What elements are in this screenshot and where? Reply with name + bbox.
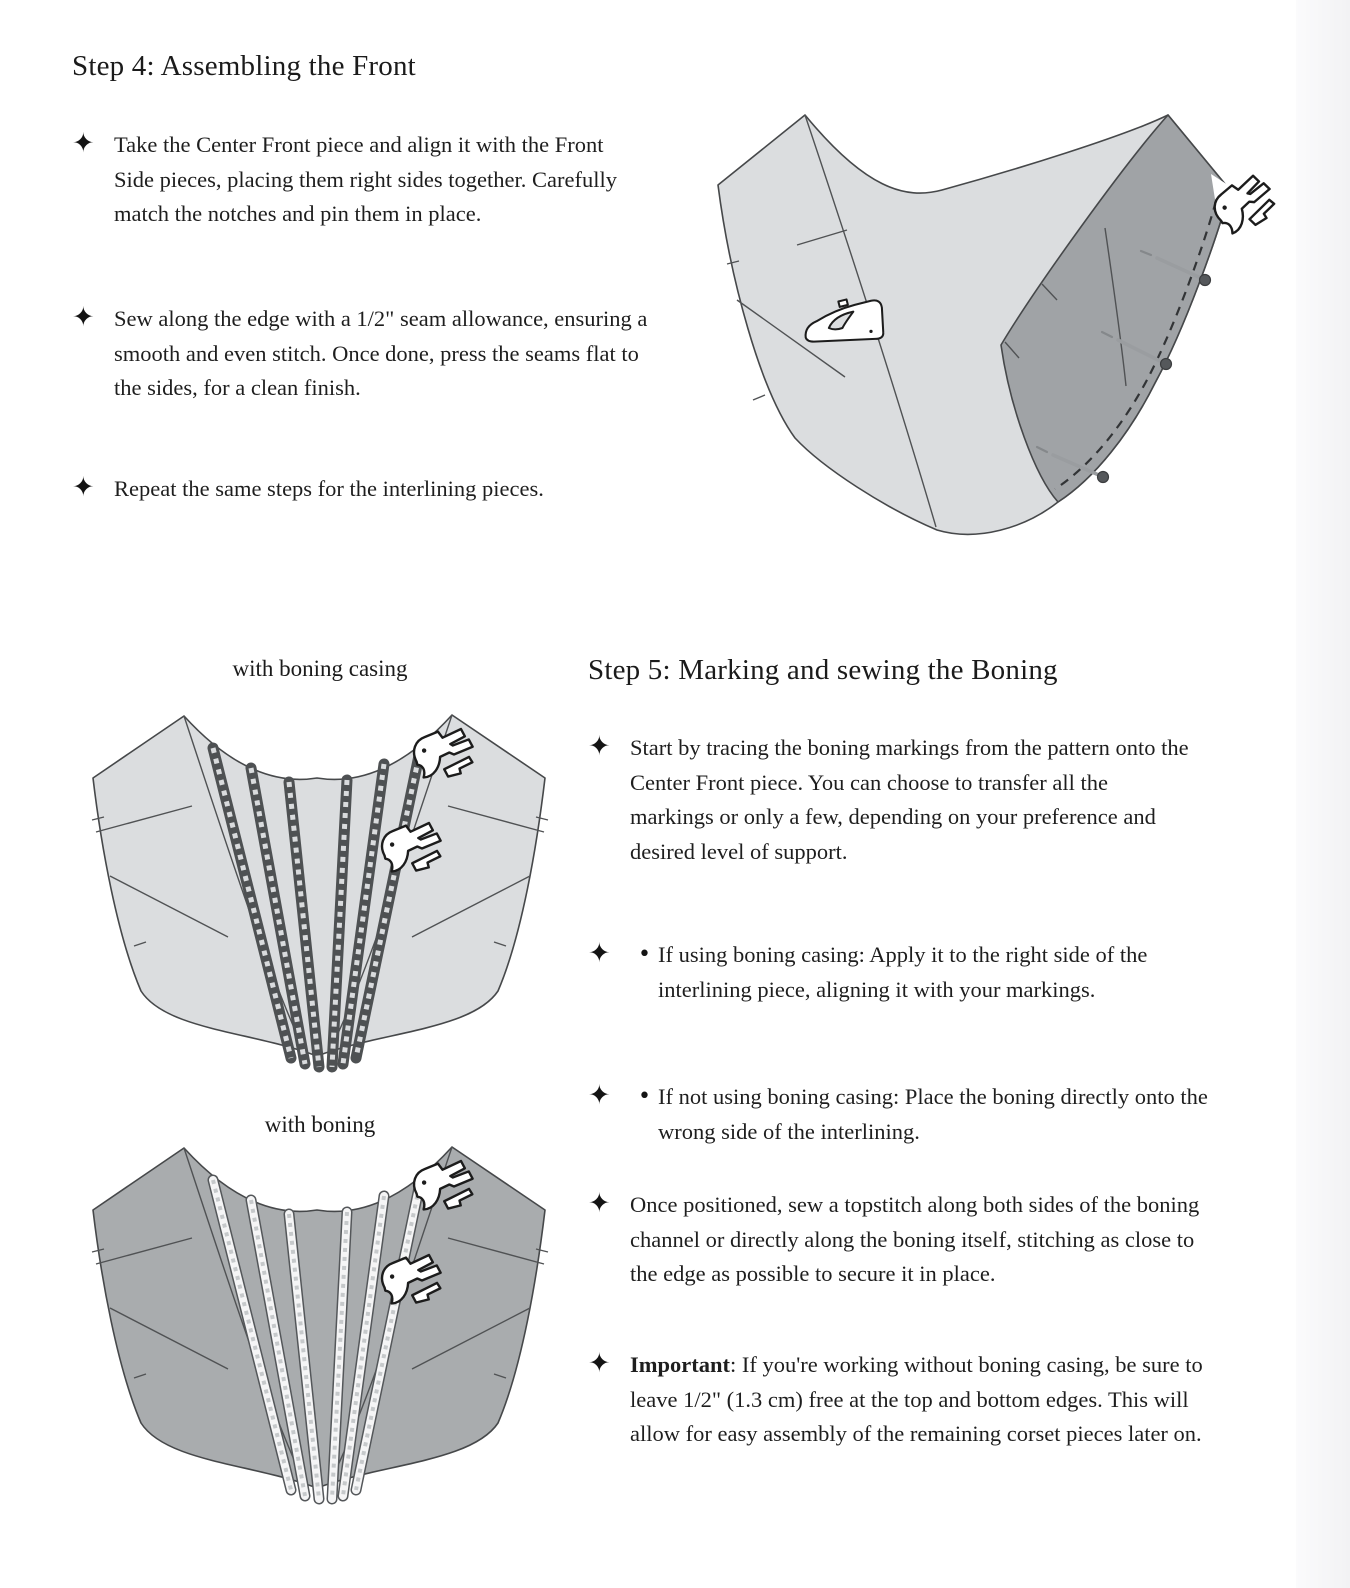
sparkle-bullet-icon: ✦ xyxy=(72,128,95,159)
bullet-text: Once positioned, sew a topstitch along both sides of the boning channel or directly along the boning itself, stitching as close to the edge as possible to secure it in place. xyxy=(630,1192,1200,1286)
step5-bullet-4 xyxy=(588,1188,1248,1292)
figure-corset-with-boning xyxy=(80,1132,560,1512)
pinned-front-illustration xyxy=(705,108,1290,563)
step5-bullet-2 xyxy=(588,938,1248,1007)
sparkle-bullet-icon: ✦ xyxy=(588,731,611,762)
important-text: : If you're working without boning casing, be sure to leave 1/2" (1.3 cm) free at the top and bottom edges. This will allow for easy assembly of the remaining corset pieces later on. xyxy=(630,1352,1203,1446)
bullet-text: Take the Center Front piece and align it with the Front Side pieces, placing them right sides together. Carefully match the notches and pin them in place. xyxy=(114,132,617,226)
dot-bullet-icon: • xyxy=(638,1084,651,1109)
page-edge-strip xyxy=(1296,0,1350,1588)
bullet-text xyxy=(630,1348,1225,1452)
step5-bullet-1 xyxy=(588,731,1248,869)
dot-bullet-icon: • xyxy=(638,942,651,967)
figure-label-with-boning: with boning xyxy=(264,1112,376,1137)
step5-bullet-5 xyxy=(588,1348,1248,1452)
bullet-text: Repeat the same steps for the interlining pieces. xyxy=(114,476,544,501)
bullet-text: Sew along the edge with a 1/2" seam allowance, ensuring a smooth and even stitch. Once done, press the seams flat to the sides, for a clean finish. xyxy=(114,306,648,400)
sparkle-bullet-icon: ✦ xyxy=(588,1348,611,1379)
figure-label-with-boning-casing: with boning casing xyxy=(232,656,408,681)
sparkle-bullet-icon: ✦ xyxy=(588,1188,611,1219)
bullet-text: If using boning casing: Apply it to the right side of the interlining piece, aligning it with your markings. xyxy=(658,942,1148,1002)
bullet-text: If not using boning casing: Place the boning directly onto the wrong side of the interlining. xyxy=(658,1084,1208,1144)
step5-bullet-3 xyxy=(588,1080,1248,1149)
sparkle-bullet-icon: ✦ xyxy=(588,938,611,969)
step4-bullet-3 xyxy=(72,472,632,507)
step4-bullet-1 xyxy=(72,128,617,232)
step4-heading: Step 4: Assembling the Front xyxy=(72,50,416,82)
step4-bullet-2 xyxy=(72,302,648,406)
sparkle-bullet-icon: ✦ xyxy=(72,472,95,503)
step5-heading: Step 5: Marking and sewing the Boning xyxy=(588,654,1058,686)
important-label: Important xyxy=(630,1352,730,1377)
sparkle-bullet-icon: ✦ xyxy=(72,302,95,333)
bullet-text: Start by tracing the boning markings from the pattern onto the Center Front piece. You can choose to transfer all the markings or only a few, depending on your preference and desired level of support. xyxy=(630,735,1189,864)
figure-pinned-front-with-iron xyxy=(705,108,1290,563)
corset-front-dark xyxy=(93,1147,545,1488)
corset-boning-illustration xyxy=(80,1132,560,1512)
corset-front-light xyxy=(93,715,545,1056)
corset-casing-illustration xyxy=(80,700,560,1080)
figure-corset-with-boning-casing xyxy=(80,700,560,1080)
sparkle-bullet-icon: ✦ xyxy=(588,1080,611,1111)
